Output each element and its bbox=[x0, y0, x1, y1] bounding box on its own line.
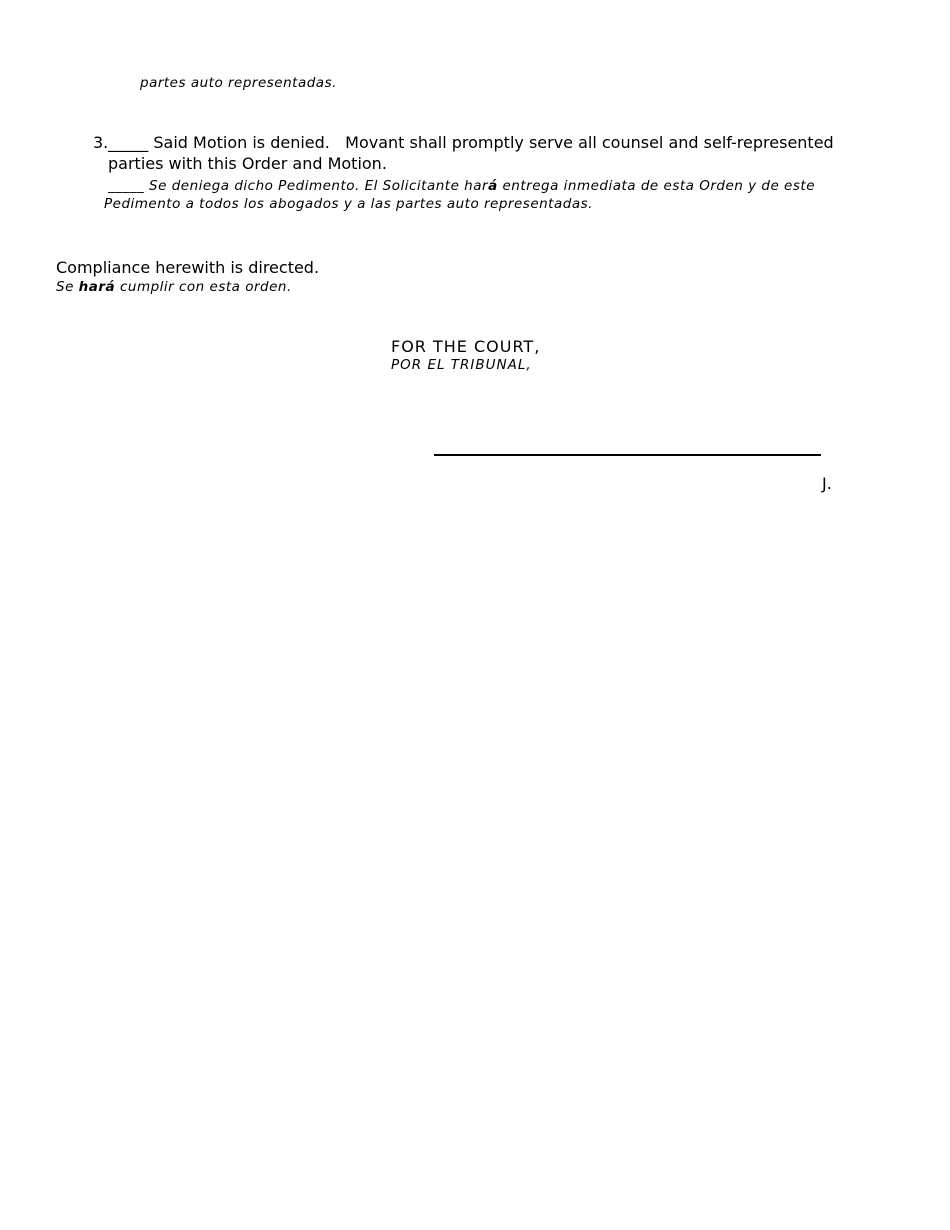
for-the-court: FOR THE COURT, bbox=[391, 337, 541, 356]
compliance-english: Compliance herewith is directed. bbox=[56, 258, 320, 277]
item-3-english-line-2: parties with this Order and Motion. bbox=[108, 154, 387, 173]
por-el-tribunal: POR EL TRIBUNAL, bbox=[391, 357, 532, 373]
compliance-spanish-c: cumplir con esta orden. bbox=[115, 279, 292, 295]
compliance-spanish-a: Se bbox=[56, 279, 79, 295]
item-3-spanish-line-2: Pedimento a todos los abogados y a las partes auto representadas. bbox=[104, 196, 593, 212]
item-3-spanish-text-c: entrega inmediata de esta Orden y de este bbox=[497, 178, 815, 194]
signature-line bbox=[434, 454, 821, 456]
item-3-number: 3. bbox=[93, 133, 109, 152]
compliance-spanish-bold: hará bbox=[78, 279, 116, 295]
item-3-english-line-1 bbox=[93, 133, 834, 152]
item-3-spanish-blank: _____ bbox=[108, 178, 145, 194]
item-3-english-text: Said Motion is denied. Movant shall promptly serve all counsel and self-represented bbox=[153, 133, 834, 152]
continuation-spanish-tail: partes auto representadas. bbox=[140, 75, 337, 91]
item-3-spanish-line-1 bbox=[108, 178, 815, 194]
judge-suffix: J. bbox=[822, 474, 832, 493]
item-3-spanish-text-a: Se deniega dicho Pedimento. El Solicitante har bbox=[149, 178, 489, 194]
item-3-blank: _____ bbox=[108, 133, 149, 152]
compliance-spanish bbox=[56, 279, 292, 295]
item-3-spanish-accent: á bbox=[488, 178, 498, 194]
